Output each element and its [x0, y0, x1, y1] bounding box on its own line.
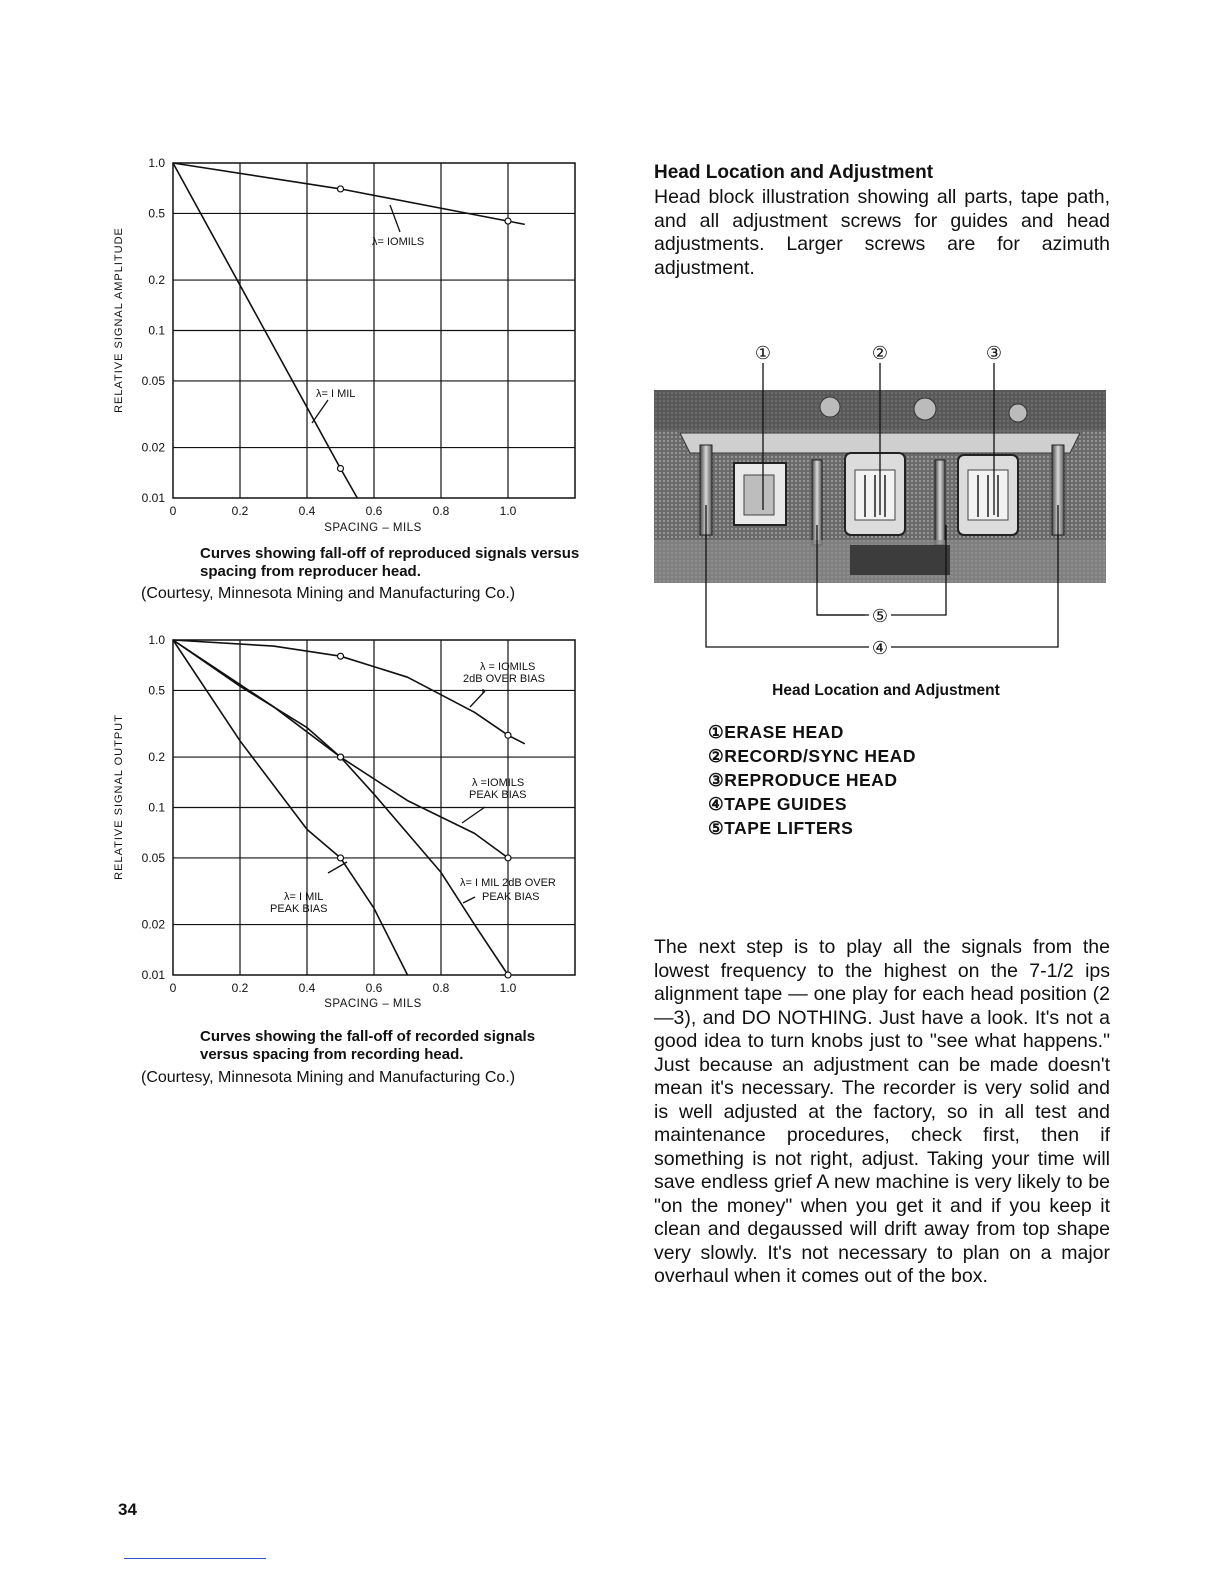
y-tick-label: 0.1 [148, 800, 165, 815]
data-point [338, 186, 344, 192]
y-tick-label: 0.02 [141, 917, 165, 932]
footer-rule [124, 1558, 266, 1559]
caption-text: Curves showing fall-off of reproduced signals versus spacing from reproducer head. [200, 545, 580, 580]
data-point [505, 218, 511, 224]
y-tick-label: 0.02 [141, 440, 165, 455]
callout-number: ① [754, 343, 772, 363]
x-tick-label: 0.4 [298, 504, 316, 518]
x-tick-label: 0.8 [432, 981, 450, 995]
x-tick-label: 1.0 [499, 981, 517, 995]
y-tick-label: 0.01 [141, 968, 165, 982]
chart-grid [173, 163, 575, 498]
x-axis-label: SPACING – MILS [324, 998, 422, 1010]
series-label: λ = IOMILS [480, 661, 536, 673]
x-tick-label: 0.4 [298, 981, 316, 995]
chart-grid [173, 640, 575, 975]
x-axis-label: SPACING – MILS [324, 522, 422, 534]
chart-caption [200, 545, 580, 581]
callout-number: ⑤ [871, 606, 889, 626]
x-tick-label: 0.6 [365, 504, 383, 518]
data-point [505, 732, 511, 738]
data-point [338, 754, 344, 760]
body-paragraph: The next step is to play all the signals from the lowest frequency to the highest on the 7-1/2 ips alignment tape — one play for each head position (2—3), and DO NOTHING. Just have a look. It's not a good idea to turn knobs just to "see what happens." Just because an adjustment can be made doesn't mean it's necessary. The recorder is very solid and is well adjusted at the factory, so in all test and maintenance procedures, check first, then if something is not right, adjust. Taking your time will save endless grief A new machine is very likely to be "on the money" when you get it and if you keep it clean and degaussed will drift away from top shape very slowly. It's not necessary to plan on a major overhaul when it comes out of the box. [654, 936, 1110, 1287]
erase-head-gap [744, 475, 774, 515]
y-axis-label: RELATIVE SIGNAL OUTPUT [113, 714, 125, 880]
leader-line [470, 691, 485, 707]
x-tick-label: 0.8 [432, 504, 450, 518]
screw-icon [914, 398, 936, 420]
x-tick-label: 1.0 [499, 504, 517, 518]
head-legend [708, 720, 916, 840]
chart-caption [200, 1028, 580, 1064]
section-intro: Head block illustration showing all parts, tape path, and all adjustment screws for guides and head adjustments. Larger screws are for azimuth adjustment. [654, 186, 1110, 279]
leader-line [328, 862, 347, 873]
series-label: PEAK BIAS [482, 891, 540, 903]
chart-reproduced-signals [100, 150, 600, 540]
callout-number: ③ [985, 343, 1003, 363]
y-tick-label: 0.05 [141, 850, 165, 865]
screw-icon [1009, 404, 1027, 422]
data-point [338, 466, 344, 472]
y-tick-label: 0.5 [148, 206, 165, 221]
x-tick-label: 0.2 [231, 981, 249, 995]
x-tick-labels [170, 504, 517, 518]
series-label: PEAK BIAS [469, 789, 527, 801]
chart-credit: (Courtesy, Minnesota Mining and Manufacturing Co.) [141, 585, 516, 602]
leader-line [462, 807, 485, 823]
tape-lifter [935, 460, 945, 545]
y-axis-label: RELATIVE SIGNAL AMPLITUDE [113, 227, 125, 413]
callout-number: ④ [871, 638, 889, 658]
chart-recorded-signals [100, 627, 600, 1017]
screw-icon [820, 397, 840, 417]
callout-number: ② [871, 343, 889, 363]
x-tick-label: 0.2 [231, 504, 249, 518]
head-block-photo [650, 335, 1110, 660]
data-point [505, 972, 511, 978]
series-label: λ =IOMILS [472, 777, 525, 789]
x-tick-label: 0 [169, 504, 177, 518]
y-tick-label: 0.05 [141, 373, 165, 388]
y-tick-label: 1.0 [148, 156, 165, 170]
series-label: λ= I MIL [316, 388, 356, 400]
legend-item: ②RECORD/SYNC HEAD [708, 746, 916, 766]
photo-base-block [850, 545, 950, 575]
series-label: λ= IOMILS [372, 236, 425, 248]
data-point [338, 855, 344, 861]
y-tick-label: 0.2 [148, 273, 165, 288]
series-label: λ= I MIL [284, 891, 324, 903]
series-line [173, 640, 525, 744]
data-point [505, 855, 511, 861]
photo-caption: Head Location and Adjustment [772, 682, 1000, 699]
x-tick-labels [170, 981, 517, 995]
x-tick-label: 0.6 [365, 981, 383, 995]
y-tick-label: 1.0 [148, 633, 165, 647]
y-tick-label: 0.2 [148, 750, 165, 765]
data-point [338, 653, 344, 659]
series-line [173, 163, 525, 224]
y-tick-label: 0.01 [141, 491, 165, 505]
page-number: 34 [118, 1500, 137, 1519]
series-label: 2dB OVER BIAS [463, 673, 545, 685]
leader-line [312, 400, 328, 423]
leader-line [463, 897, 475, 903]
legend-item: ⑤TAPE LIFTERS [708, 818, 854, 838]
series-label: PEAK BIAS [270, 903, 328, 915]
legend-item: ③REPRODUCE HEAD [708, 770, 898, 790]
y-tick-labels [142, 633, 166, 982]
y-tick-labels [142, 156, 166, 505]
y-tick-label: 0.1 [148, 323, 165, 338]
legend-item: ④TAPE GUIDES [708, 794, 848, 814]
legend-item: ①ERASE HEAD [708, 722, 844, 742]
x-tick-label: 0 [169, 981, 177, 995]
section-heading: Head Location and Adjustment [654, 162, 934, 183]
y-tick-label: 0.5 [148, 683, 165, 698]
chart-credit: (Courtesy, Minnesota Mining and Manufacturing Co.) [141, 1069, 516, 1086]
series-line [173, 640, 508, 858]
leader-line [390, 205, 400, 232]
series-label: λ= I MIL 2dB OVER [460, 877, 556, 889]
caption-text: Curves showing the fall-off of recorded signals versus spacing from recording head. [200, 1028, 536, 1063]
